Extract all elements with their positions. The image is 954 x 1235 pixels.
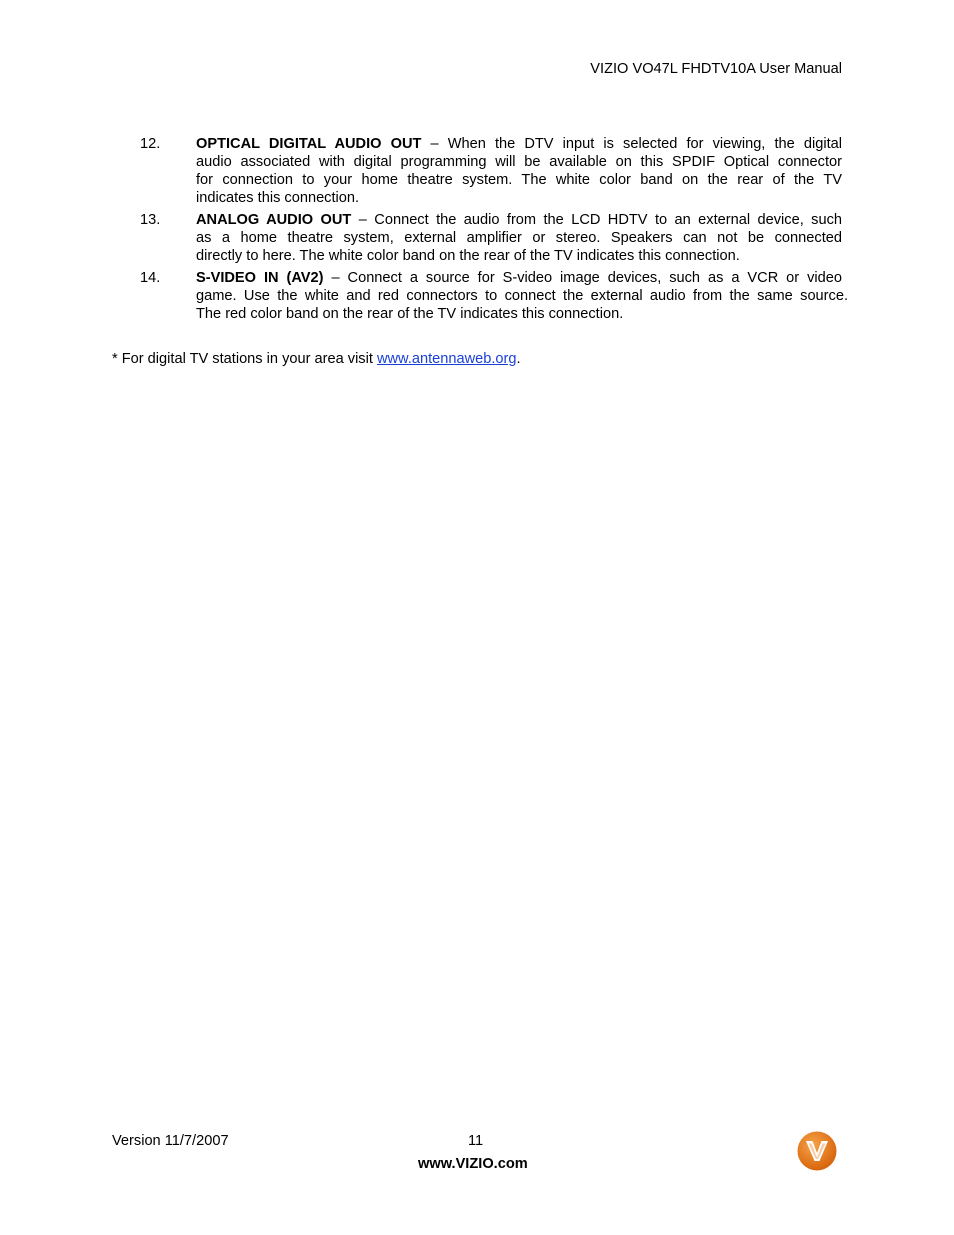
list-item-text: directly to here. The white color band on the rear of the TV indicates this connection.	[196, 248, 740, 264]
list-item-text: game. Use the white and red connectors to connect the external audio from the same source.	[196, 288, 848, 304]
list-item-body	[196, 269, 848, 323]
list-item-number: 12.	[140, 136, 161, 152]
list-item-number: 14.	[140, 270, 161, 286]
list-item-text: indicates this connection.	[196, 190, 360, 206]
list-item-text: The red color band on the rear of the TV indicates this connection.	[196, 306, 624, 322]
list-item-text: as a home theatre system, external amplifier or stereo. Speakers can not be connected	[196, 230, 842, 246]
list-item-text: for connection to your home theatre system. The white color band on the rear of the TV	[196, 172, 842, 188]
footnote-text: * For digital TV stations in your area visit	[112, 351, 377, 367]
page-header-title: VIZIO VO47L FHDTV10A User Manual	[590, 61, 842, 77]
list-item-body	[196, 211, 842, 265]
list-item-text: – When the DTV input is selected for viewing, the digital	[421, 136, 842, 152]
list-item-title: ANALOG AUDIO OUT	[196, 212, 352, 228]
antennaweb-link[interactable]: www.antennaweb.org	[376, 351, 517, 367]
list-item-body	[196, 135, 842, 207]
footer-version: Version 11/7/2007	[112, 1133, 229, 1149]
list-item-title: OPTICAL DIGITAL AUDIO OUT	[196, 136, 422, 152]
list-item-text: – Connect a source for S-video image devices, such as a VCR or video	[323, 270, 842, 286]
footnote-suffix: .	[516, 351, 521, 367]
footnote	[112, 350, 521, 368]
list-item-title: S-VIDEO IN (AV2)	[196, 270, 324, 286]
footer-website: www.VIZIO.com	[418, 1156, 528, 1172]
list-item-number: 13.	[140, 212, 161, 228]
list-item-text: audio associated with digital programming will be available on this SPDIF Optical connector	[196, 154, 842, 170]
page-number: 11	[468, 1133, 484, 1149]
list-item-text: – Connect the audio from the LCD HDTV to an external device, such	[351, 212, 842, 228]
vizio-v-logo-icon	[797, 1131, 837, 1171]
